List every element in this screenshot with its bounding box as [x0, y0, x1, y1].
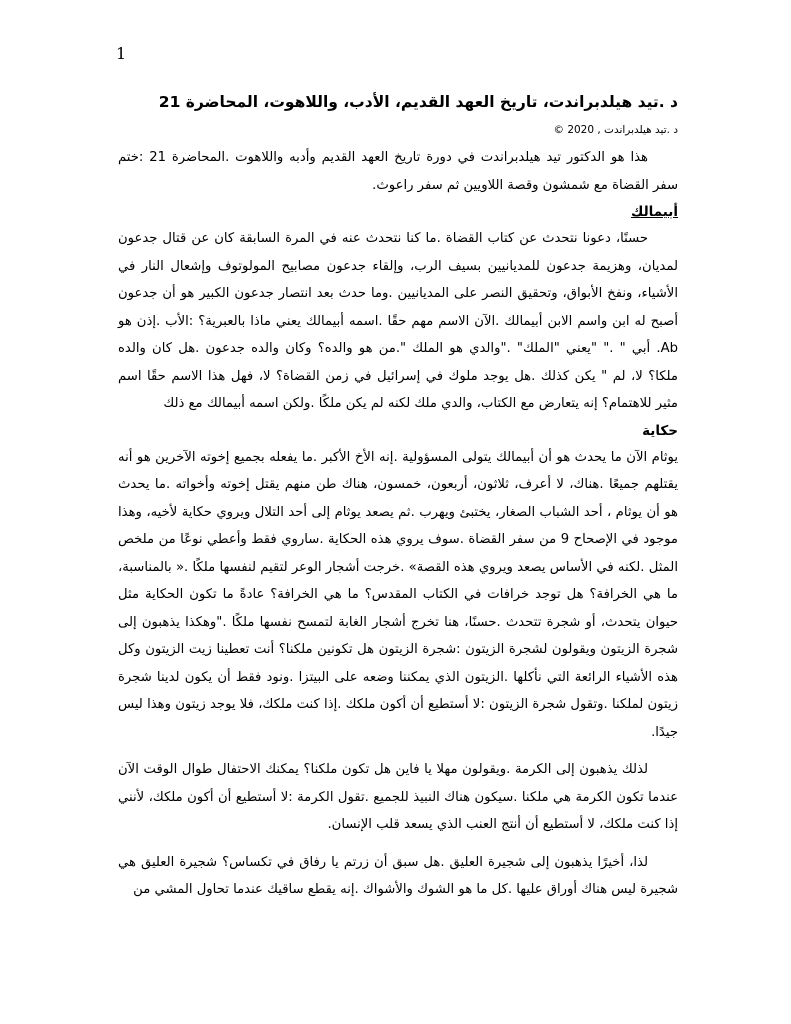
paragraph: لذا، أخيرًا يذهبون إلى شجيرة العليق .هل سبق أن زرتم يا رفاق في تكساس؟ شجيرة العليق هي شجيرة ليس هناك أوراق عليها .كل ما هو الشوك والأشواك .إنه يقطع ساقيك عندما تحاول المشي من: [118, 854, 678, 897]
paragraph: يوثام الآن ما يحدث هو أن أبيمالك يتولى المسؤولية .إنه الأخ الأكبر .ما يفعله بجميع إخوته الآخرين هو أنه يقتلهم جميعًا .هناك، لا أعرف، ثلاثون، أربعون، خمسون، هناك طن منهم يقتل إخوته وأخواته .ما يحدث هو أن يوثام ، أحد الشباب الصغار، يختبئ ويهرب .ثم يصعد يوثام إلى أحد التلال ويروي حكاية لأخيه، وهذا موجود في الإصحاح 9 من سفر القضاة .سوف يروي هذه الحكاية .ساروي فقط وأعطي نوعًا من ملخص المثل .لكنه في الأساس يصعد ويروي هذه القصة» .خرجت أشجار الوعر لتقيم لنفسها ملكًا .« بالمناسبة، ما هي الخرافة؟ هل توجد خرافات في الكتاب المقدس؟ ما هي الخرافة؟ عادةً ما تكون الحكاية مثل حيوان يتحدث، أو شجرة تتحدث .حسنًا، هنا تخرج أشجار الغابة لتمسح نفسها ملكًا ."وهكذا يذهبون إلى شجرة الزيتون ويقولون لشجرة الزيتون :شجرة الزيتون هل تكونين ملكنا؟ أنت تعطينا زيت الزيتون وكل هذه الأشياء الرائعة التي نأكلها .الزيتون الذي يمكننا وضعه على البيتزا .ونود فقط أن يكون لدينا شجرة زيتون لملكنا .وتقول شجرة الزيتون :لا أستطيع أن أكون ملكك .إذا كنت ملكك، فلا يوجد زيتون وهذا ليس جيدًا.: [118, 449, 678, 740]
paragraph: لذلك يذهبون إلى الكرمة .ويقولون مهلا يا فاين هل تكون ملكنا؟ يمكنك الاحتفال طوال الوقت الآن عندما تكون الكرمة هي ملكنا .سيكون هناك النبيذ للجميع .تقول الكرمة :لا أستطيع أن أكون ملكك، لأنني إذا كنت ملكك، لا أستطيع أن أنتج العنب الذي يسعد قلب الإنسان.: [118, 762, 678, 832]
document-body: [118, 90, 678, 904]
paragraph: حسنًا، دعونا نتحدث عن كتاب القضاة .ما كنا نتحدث عنه في المرة السابقة كان عن قتال جدعون لمديان، وهزيمة جدعون للمديانيين بسيف الرب، وإلقاء جدعون مصابيح المولوتوف وإشعال النار في الأشياء، ونفخ الأبواق، وتحقيق النصر على المديانيين .وما حدث بعد انتصار جدعون الكبير هو أن جدعون أصبح له ابن واسم الابن أبيمالك .الآن الاسم مهم حقًا .اسمه أبيمالك يعني ماذا بالعبرية؟ :الأب .إذن هو Ab. أبي " ." "يعني "الملك" ."والدي هو الملك ".من هو والده؟ وكان والده جدعون .هل كان والده ملكا؟ لا، لم " يكن كذلك .هل يوجد ملوك في إسرائيل في زمن القضاة؟ لا، فهل هذا الاسم حقًا اسم مثير للاهتمام؟ إنه يتعارض مع الكتاب، والدي ملك لكنه لم يكن ملكًا .ولكن اسمه أبيمالك مع ذلك: [118, 231, 678, 411]
copyright-line: د .تيد هيلدبراندت , 2020 ©: [553, 124, 678, 136]
page-number: 1: [116, 44, 127, 63]
section-heading-fable: حكاية: [642, 422, 678, 439]
section-heading-abimelech: أبيمالك: [631, 204, 678, 220]
intro-paragraph: هذا هو الدكتور تيد هيلدبراندت في دورة تاريخ العهد القديم وأدبه واللاهوت .المحاضرة 21 :ختم سفر القضاة مع شمشون وقصة اللاويين ثم سفر راعوث.: [118, 150, 678, 193]
document-title: د .تيد هيلدبراندت، تاريخ العهد القديم، الأدب، واللاهوت، المحاضرة 21: [158, 93, 678, 111]
